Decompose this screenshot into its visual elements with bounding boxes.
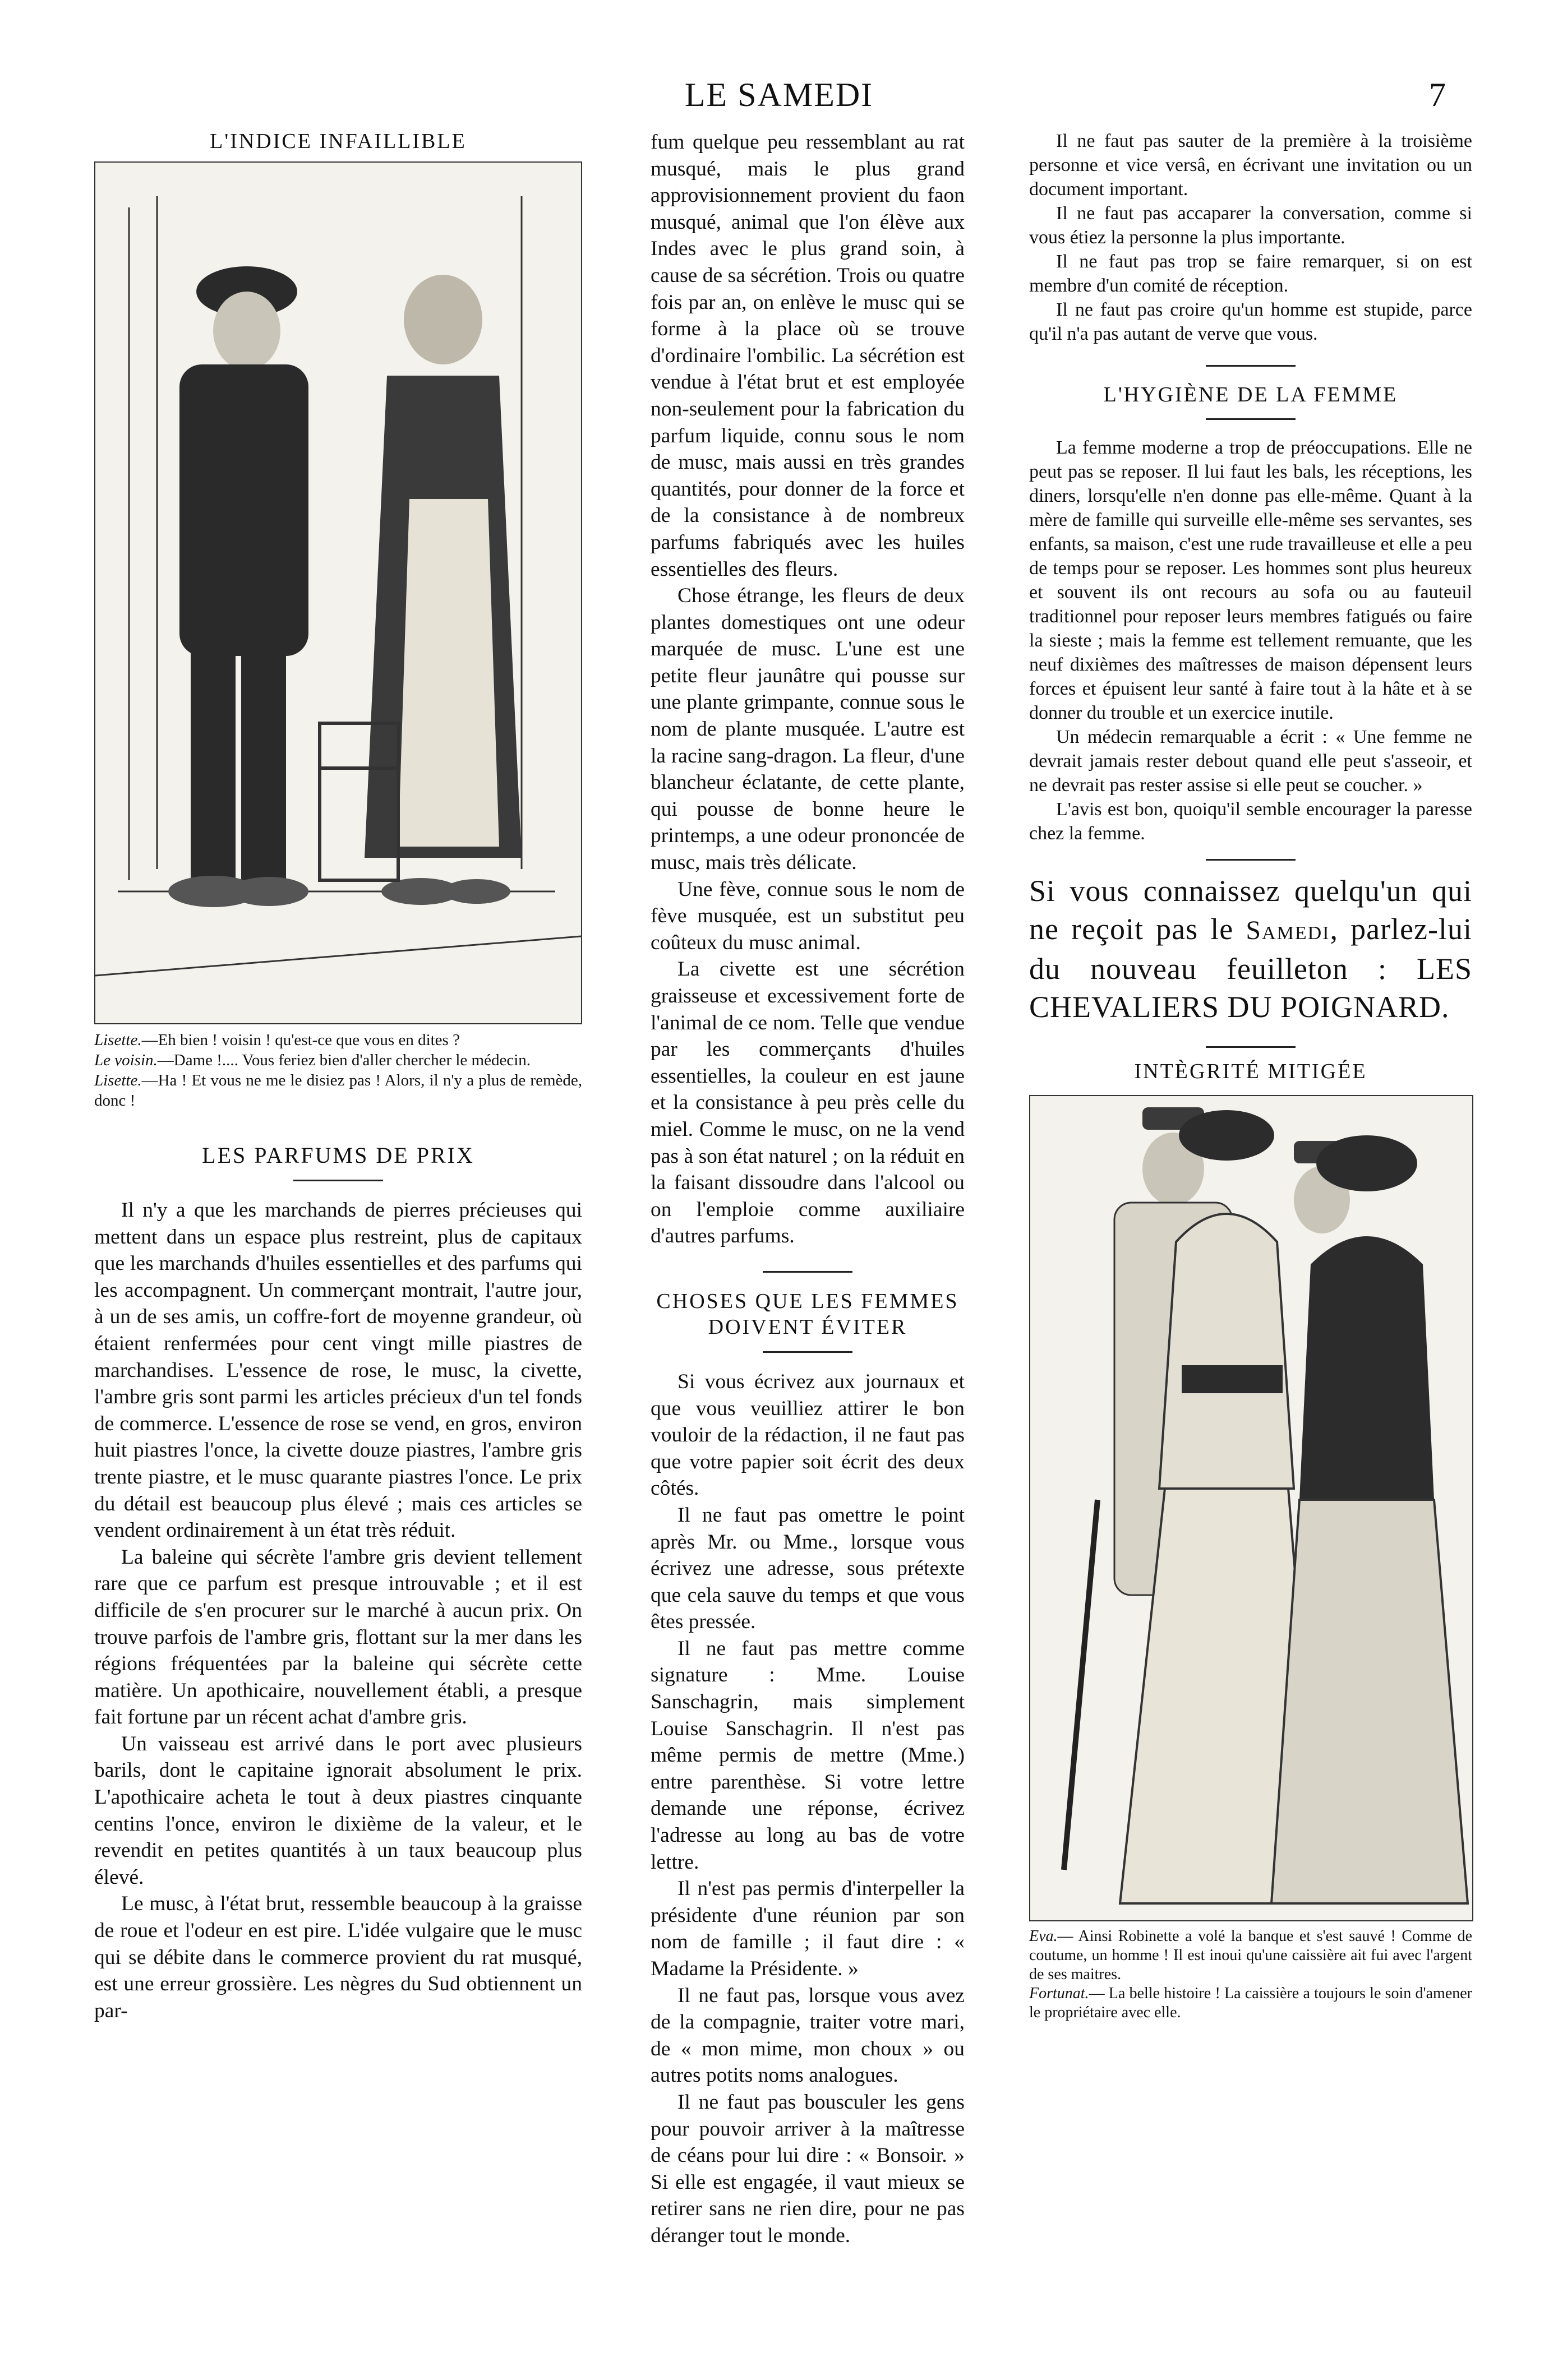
illustration-drawing [1030, 1096, 1472, 1920]
paragraph: Il ne faut pas mettre comme signature : Mme. Louise Sanschagrin, mais simplement Louise Sanschagrin. Il n'est pas même permis de mettre (Mme.) entre parenthèse. Si votre lettre demande une réponse, écrivez l'adresse au long au bas de votre lettre. [651, 1637, 965, 1874]
illustration-drawing [95, 163, 581, 1023]
page-header [0, 76, 1558, 121]
page-number: 7 [1429, 76, 1446, 113]
illustration-lindice [94, 161, 582, 1024]
paragraph: Il ne faut pas accaparer la conversation, comme si vous étiez la personne la plus importante. [1029, 203, 1472, 248]
masthead-title: LE SAMEDI [684, 76, 874, 113]
paragraph: Il ne faut pas, lorsque vous avez de la compagnie, traiter votre mari, de « mon mime, mon choux » ou autres potits noms analogues. [651, 1984, 965, 2087]
article-title-line: CHOSES QUE LES FEMMES [656, 1289, 959, 1313]
article-title-line: DOIVENT ÉVITER [708, 1315, 907, 1339]
article-title: LES PARFUMS DE PRIX [202, 1143, 474, 1168]
caption-text: —Dame !.... Vous feriez bien d'aller chercher le médecin. [157, 1051, 531, 1069]
paragraph: Chose étrange, les fleurs de deux plantes domestiques ont une odeur marquée de musc. L'une est une petite fleur jaunâtre qui pousse sur une plante grimpante, connue sous le nom de plante musquée. L'autre est la racine sang-dragon. La fleur, d'une blancheur éclatante, de cette plante, qui pousse de bonne heure le printemps, a une odeur prononcée de musc, mais très délicate. [651, 584, 965, 875]
divider [1206, 365, 1296, 367]
paragraph: fum quelque peu ressemblant au rat musqué, mais le plus grand approvisionnement provient du faon musqué, animal que l'on élève aux Indes avec le plus grand soin, à cause de sa sécrétion. Trois ou quatre fois par an, on enlève le musc qui se forme à la place où se trouve d'ordinaire l'ombilic. La sécrétion est vendue à l'état brut et est employée non-seulement pour la fabrication du parfum liquide, connu sous le nom de musc, mais aussi en très grandes quantités, pour donner de la force et de la consistance à de nombreux parfums fabriqués avec les huiles essentielles des fleurs. [651, 131, 965, 581]
paragraph: Il ne faut pas bousculer les gens pour pouvoir arriver à la maîtresse de céans pour lui dire : « Bonsoir. » Si elle est engagée, il vaut mieux se retirer sans ne rien dire, pour ne pas déranger tout le monde. [651, 2090, 965, 2247]
paragraph: L'avis est bon, quoiqu'il semble encourager la paresse chez la femme. [1029, 799, 1472, 844]
subscription-notice [1029, 872, 1472, 1026]
caption-speaker: Le voisin. [94, 1051, 158, 1069]
article-title: L'HYGIÈNE DE LA FEMME [1103, 383, 1398, 406]
divider [1206, 1046, 1296, 1048]
divider [763, 1351, 852, 1353]
paragraph: Il n'y a que les marchands de pierres précieuses qui mettent dans un espace plus restreint, plus de capitaux que les marchands d'huiles essentielles et des parfums qui les accompagnent. Un commerçant montrait, l'autre jour, à un de ses amis, un coffre-fort de moyenne grandeur, où étaient renfermées pour cent vingt mille piastres de marchandises. L'essence de rose, le musc, la civette, l'ambre gris sont parmi les articles précieux d'un tel fonds de commerce. L'essence de rose se vend, en gros, environ huit piastres l'once, la civette douze piastres, l'ambre gris trente piastre, et le musc quarante piastres l'once. Le prix du détail est beaucoup plus élevé ; mais ces articles se vendent ordinairement à un état très réduit. [94, 1199, 582, 1542]
caption-text: —Eh bien ! voisin ! qu'est-ce que vous en dites ? [141, 1031, 460, 1049]
caption-speaker: Lisette. [94, 1071, 142, 1089]
paragraph: La baleine qui sécrète l'ambre gris devient tellement rare que ce parfum est presque introuvable ; et il est difficile de s'en procurer sur le marché à aucun prix. On trouve parfois de l'ambre gris, flottant sur la mer dans les régions fréquentées par la baleine qui sécrète cette matière. Un apothicaire, nouvellement établi, a presque fait fortune par un récent achat d'ambre gris. [94, 1545, 582, 1729]
caption-text: — La belle histoire ! La caissière a toujours le soin d'amener le propriétaire avec elle. [1029, 1985, 1472, 2021]
notice-smallcaps: Samedi [1246, 916, 1330, 945]
caption-text: — Ainsi Robinette a volé la banque et s'est sauvé ! Comme de coutume, un homme ! Il est inoui qu'une caissière ait fui avec l'argent de ses maitres. [1029, 1928, 1472, 1983]
paragraph: Il ne faut pas omettre le point après Mr. ou Mme., lorsque vous écrivez une adresse, sous prétexte que cela sauve du temps et que vous êtes pressée. [651, 1503, 965, 1634]
caption-speaker: Fortunat. [1029, 1985, 1089, 2002]
illustration-title: L'INDICE INFAILLIBLE [210, 130, 467, 153]
notice-text: Si vous connaissez quelqu'un qui ne reçoit pas le [1029, 874, 1472, 946]
paragraph: Il ne faut pas croire qu'un homme est stupide, parce qu'il n'a pas autant de verve que vous. [1029, 299, 1472, 344]
paragraph: Il ne faut pas sauter de la première à la troisième personne et vice versâ, en écrivant une invitation ou un document important. [1029, 131, 1472, 200]
paragraph: Le musc, à l'état brut, ressemble beaucoup à la graisse de roue et l'odeur en est pire. L'idée vulgaire que le musc qui se débite dans le commerce provient du rat musqué, est une erreur grossière. Les nègres du Sud obtiennent un par- [94, 1892, 582, 2022]
illustration-caption [1029, 1927, 1472, 2022]
notice-text: , parlez-lui du nouveau feuilleton : LES CHEVALIERS DU POIGNARD. [1029, 912, 1472, 1024]
paragraph: Un médecin remarquable a écrit : « Une femme ne devrait jamais rester debout quand elle peut s'asseoir, et ne devrait pas rester assise si elle peut se coucher. » [1029, 727, 1472, 796]
column-1 [94, 129, 582, 2024]
caption-text: —Ha ! Et vous ne me le disiez pas ! Alors, il n'y a plus de remède, donc ! [94, 1071, 582, 1110]
paragraph: Il n'est pas permis d'interpeller la présidente d'une réunion par son nom de famille ; il faut dire : « Madame la Présidente. » [651, 1877, 965, 1980]
illustration-title: INTÈGRITÉ MITIGÉE [1134, 1060, 1367, 1083]
illustration-integrite [1029, 1095, 1473, 1921]
article-title [651, 1288, 965, 1340]
divider [1206, 418, 1296, 420]
caption-speaker: Eva. [1029, 1928, 1058, 1945]
paragraph: Il ne faut pas trop se faire remarquer, si on est membre d'un comité de réception. [1029, 251, 1472, 296]
paragraph: Une fève, connue sous le nom de fève musquée, est un substitut peu coûteux du musc animal. [651, 877, 965, 954]
paragraph: La civette est une sécrétion graisseuse et excessivement forte de l'animal de ce nom. Telle que vendue par les commerçants d'huiles essentielles, la couleur en est jaune et la consistance à peu près celle du miel. Comme le musc, on ne la vend pas à son état naturel ; on la réduit en la faisant dissoudre dans l'alcool ou on l'emploie comme auxiliaire d'autres parfums. [651, 958, 965, 1248]
caption-speaker: Lisette. [94, 1031, 142, 1049]
paragraph: La femme moderne a trop de préoccupations. Elle ne peut pas se reposer. Il lui faut les bals, les réceptions, les diners, lorsqu'elle n'en donne pas elle-même. Quant à la mère de famille qui surveille elle-même ses servantes, ses enfants, sa maison, c'est une rude travailleuse et elle a peu de temps pour se reposer. Les hommes sont plus heureux et souvent ils ont recours au sofa ou au fauteuil traditionnel pour reposer leurs membres fatigués ou faire la sieste ; mais la femme est tellement remuante, que les neuf dixièmes des maîtresses de maison dépensent leurs forces et épuisent leur santé à faire tout à la hâte et à se donner du trouble et un exercice inutile. [1029, 437, 1472, 723]
divider [763, 1271, 852, 1273]
paragraph: Un vaisseau est arrivé dans le port avec plusieurs barils, dont le capitaine ignorait absolument le prix. L'apothicaire acheta le tout à deux piastres cinquante centins l'once, environ le dixième de la valeur, et le revendit en petites quantités à un taux beaucoup plus élevé. [94, 1732, 582, 1889]
column-2 [651, 129, 965, 2249]
column-3 [1029, 129, 1472, 2022]
paragraph: Si vous écrivez aux journaux et que vous veuilliez attirer le bon vouloir de la rédaction, il ne faut pas que votre papier soit écrit des deux côtés. [651, 1370, 965, 1500]
divider [1206, 859, 1296, 861]
illustration-caption [94, 1030, 582, 1111]
divider [293, 1180, 383, 1181]
